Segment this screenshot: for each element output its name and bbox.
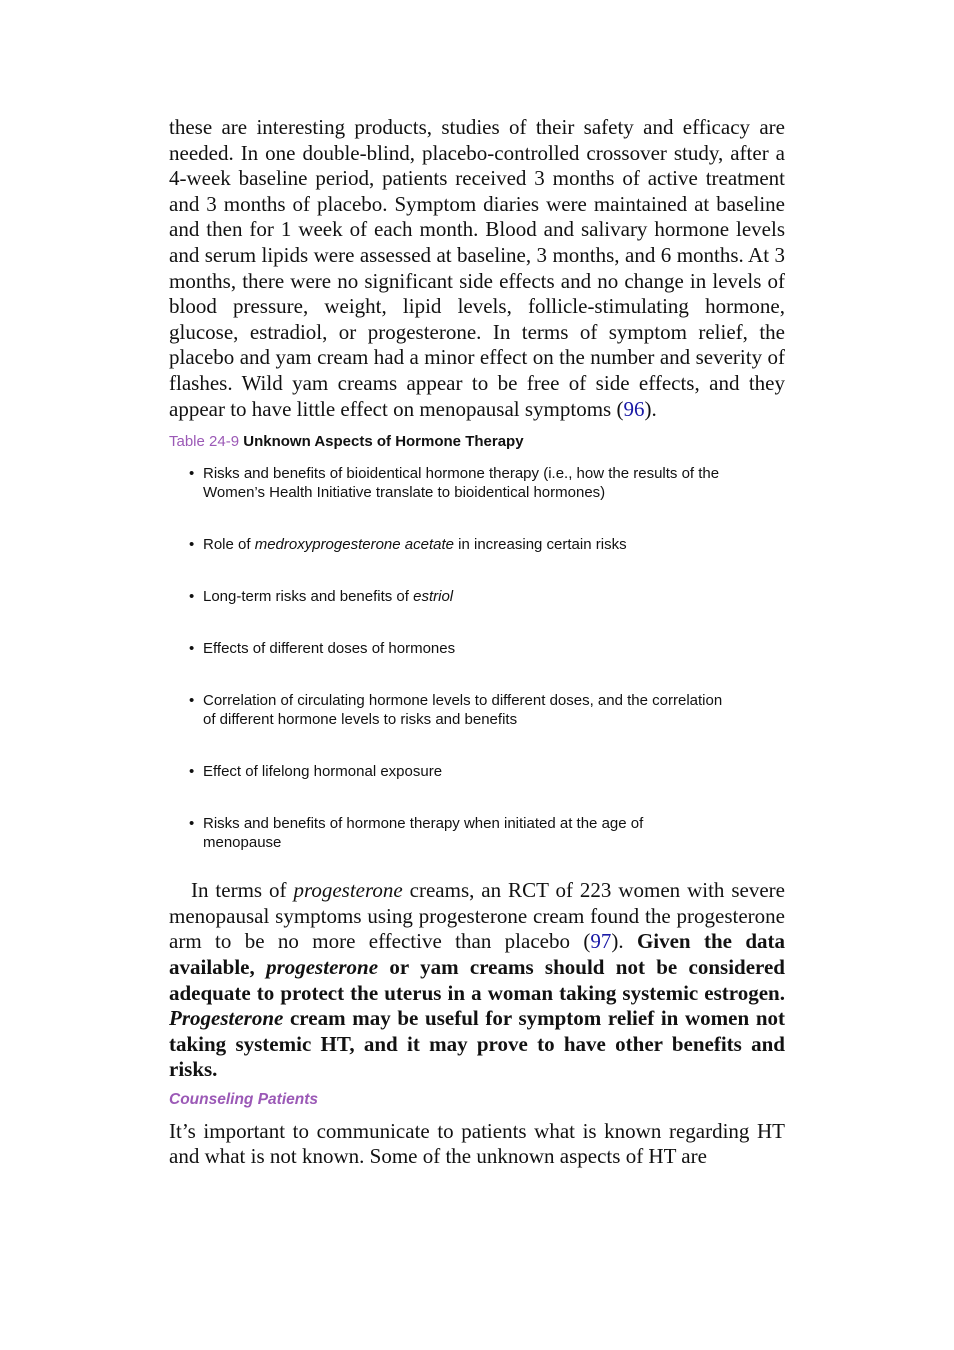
item-text-tail: in increasing certain risks (454, 536, 627, 554)
paragraph-wild-yam-study (169, 115, 785, 422)
paragraph-progesterone-creams (169, 878, 785, 1083)
item-emphasis: estriol (413, 588, 454, 606)
page-content (169, 115, 785, 1170)
paragraph-text: ). (611, 929, 637, 954)
list-item (189, 464, 783, 502)
item-text: Risks and benefits of bioidentical hormone therapy (i.e., how the results of the Women’s Health Initiative translate to bioidentical hormones) (203, 465, 720, 502)
reference-link-97[interactable]: 97 (590, 929, 612, 954)
bold-text: or yam creams should not be considered adequate to protect the uterus in a woman taking systemic estrogen. (169, 954, 785, 1005)
list-item (189, 639, 783, 658)
bold-text: Given the data available, (169, 929, 785, 979)
bold-emphasis: progesterone (266, 954, 379, 979)
item-text: Role of (203, 536, 255, 554)
list-item (189, 535, 783, 554)
item-text: Effects of different doses of hormones (203, 640, 456, 658)
bold-text: cream may be useful for symptom relief in women not taking systemic HT, and it may prove to have other benefits and risks. (169, 1006, 785, 1082)
table-list (169, 464, 785, 852)
item-text: Effect of lifelong hormonal exposure (203, 763, 443, 781)
paragraph-text: these are interesting products, studies of their safety and efficacy are needed. In one double-blind, placebo-controlled crossover study, after a 4-week baseline period, patients received 3 months of active treatment and 3 months of placebo. Symptom diaries were maintained at baseline and then for 1 week of each month. Blood and salivary hormone levels and serum lipids were assessed at baseline, 3 months, and 6 months. At 3 months, there were no significant side effects and no change in levels of blood pressure, weight, lipid levels, follicle-stimulating hormone, glucose, estradiol, or progesterone. In terms of symptom relief, the placebo and yam cream had a minor effect on the number and severity of flashes. Wild yam creams appear to be free of side effects, and they appear to have little effect on menopausal symptoms ( (169, 115, 785, 421)
list-item (189, 691, 723, 729)
paragraph-emphasis: progesterone (293, 878, 403, 903)
item-text: Risks and benefits of hormone therapy when initiated at the age of menopause (203, 815, 644, 852)
paragraph-counseling: It’s important to communicate to patients what is known regarding HT and what is not known. Some of the unknown aspects of HT are (169, 1118, 785, 1169)
table-number: Table 24-9 (169, 433, 240, 451)
paragraph-tail: ). (644, 396, 657, 421)
list-item (189, 762, 783, 781)
table-caption (169, 433, 785, 450)
table-title: Unknown Aspects of Hormone Therapy (243, 433, 524, 451)
item-text: Long-term risks and benefits of (203, 588, 414, 606)
item-text: Correlation of circulating hormone levels to different doses, and the correlation of different hormone levels to risks and benefits (203, 692, 723, 729)
paragraph-text: creams, an RCT of 223 women with severe menopausal symptoms using progesterone cream found the progesterone arm to be no more effective than placebo ( (169, 878, 785, 954)
paragraph-text: In terms of (191, 878, 294, 903)
reference-link-96[interactable]: 96 (623, 396, 645, 421)
list-item (189, 587, 783, 606)
list-item (189, 814, 723, 852)
bold-emphasis: Progesterone (169, 1006, 284, 1031)
section-heading: Counseling Patients (169, 1090, 318, 1108)
item-emphasis: medroxyprogesterone acetate (254, 536, 454, 554)
